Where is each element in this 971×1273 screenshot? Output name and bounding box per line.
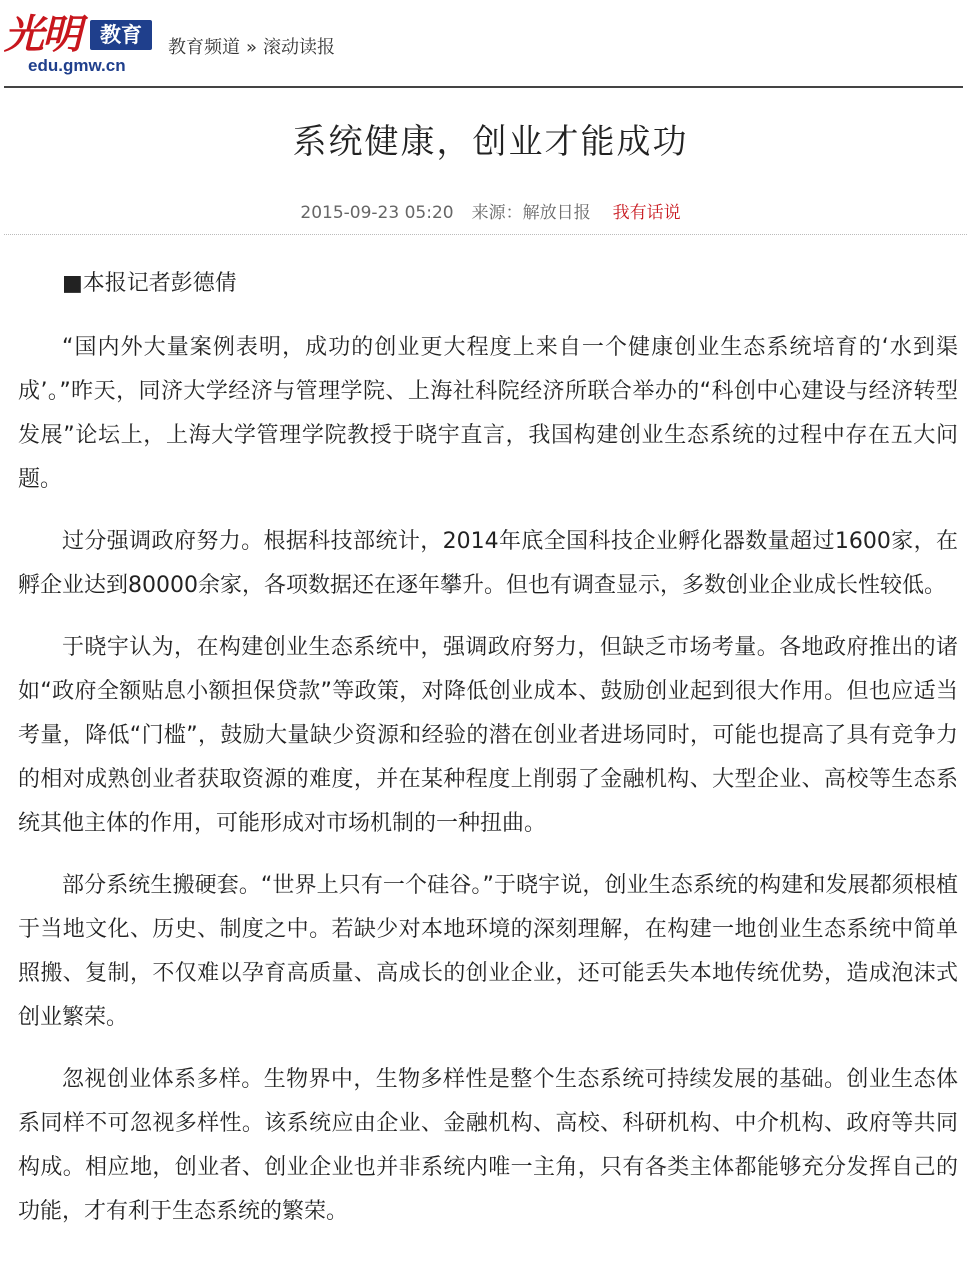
article-meta [0, 200, 971, 226]
breadcrumb-link-channel[interactable]: 教育频道 [168, 37, 240, 58]
article-paragraph-5: 忽视创业体系多样。生物界中，生物多样性是整个生态系统可持续发展的基础。创业生态体系同样不可忽视多样性。该系统应由企业、金融机构、高校、科研机构、中介机构、政府等共同构成。相应地，创业者、创业企业也并非系统内唯一主角，只有各类主体都能够充分发挥自己的功能，才有利于生态系统的繁荣。 [18, 1067, 958, 1224]
article-paragraph-2: 过分强调政府努力。根据科技部统计，2014年底全国科技企业孵化器数量超过1600家，在孵企业达到80000余家，各项数据还在逐年攀升。但也有调查显示，多数创业企业成长性较低。 [18, 529, 958, 598]
article-title: 系统健康，创业才能成功 [292, 122, 689, 162]
article-source: 来源：解放日报 [471, 203, 591, 223]
breadcrumb-link-section[interactable]: 滚动读报 [263, 37, 336, 58]
header-divider [4, 86, 963, 88]
logo-domain: edu.gmw.cn [28, 56, 126, 75]
breadcrumb [168, 36, 335, 60]
breadcrumb-separator: » [246, 37, 258, 58]
article-byline: ■本报记者彭德倩 [62, 271, 237, 296]
logo-badge: 教育 [90, 20, 152, 50]
article-paragraph-1: “国内外大量案例表明，成功的创业更大程度上来自一个健康创业生态系统培育的‘水到渠成’。”昨天，同济大学经济与管理学院、上海社科院经济所联合举办的“科创中心建设与经济转型发展”论坛上，上海大学管理学院教授于晓宇直言，我国构建创业生态系统的过程中存在五大问题。 [18, 335, 958, 492]
meta-divider [4, 234, 967, 235]
logo-script-text: 光明 [4, 11, 80, 58]
article-datetime: 2015-09-23 05:20 [300, 203, 454, 223]
article-paragraph-4: 部分系统生搬硬套。“世界上只有一个硅谷。”于晓宇说，创业生态系统的构建和发展都须根植于当地文化、历史、制度之中。若缺少对本地环境的深刻理解，在构建一地创业生态系统中简单照搬、复制，不仅难以孕育高质量、高成长的创业企业，还可能丢失本地传统优势，造成泡沫式创业繁荣。 [18, 873, 958, 1030]
site-logo[interactable] [4, 12, 154, 78]
article-paragraph-3: 于晓宇认为，在构建创业生态系统中，强调政府努力，但缺乏市场考量。各地政府推出的诸如“政府全额贴息小额担保贷款”等政策，对降低创业成本、鼓励创业起到很大作用。但也应适当考量，降低“门槛”，鼓励大量缺少资源和经验的潜在创业者进场同时，可能也提高了具有竞争力的相对成熟创业者获取资源的难度，并在某种程度上削弱了金融机构、大型企业、高校等生态系统其他主体的作用，可能形成对市场机制的一种扭曲。 [18, 635, 958, 836]
site-header [0, 0, 971, 86]
comment-link[interactable]: 我有话说 [612, 203, 681, 223]
article-body [18, 262, 958, 1252]
